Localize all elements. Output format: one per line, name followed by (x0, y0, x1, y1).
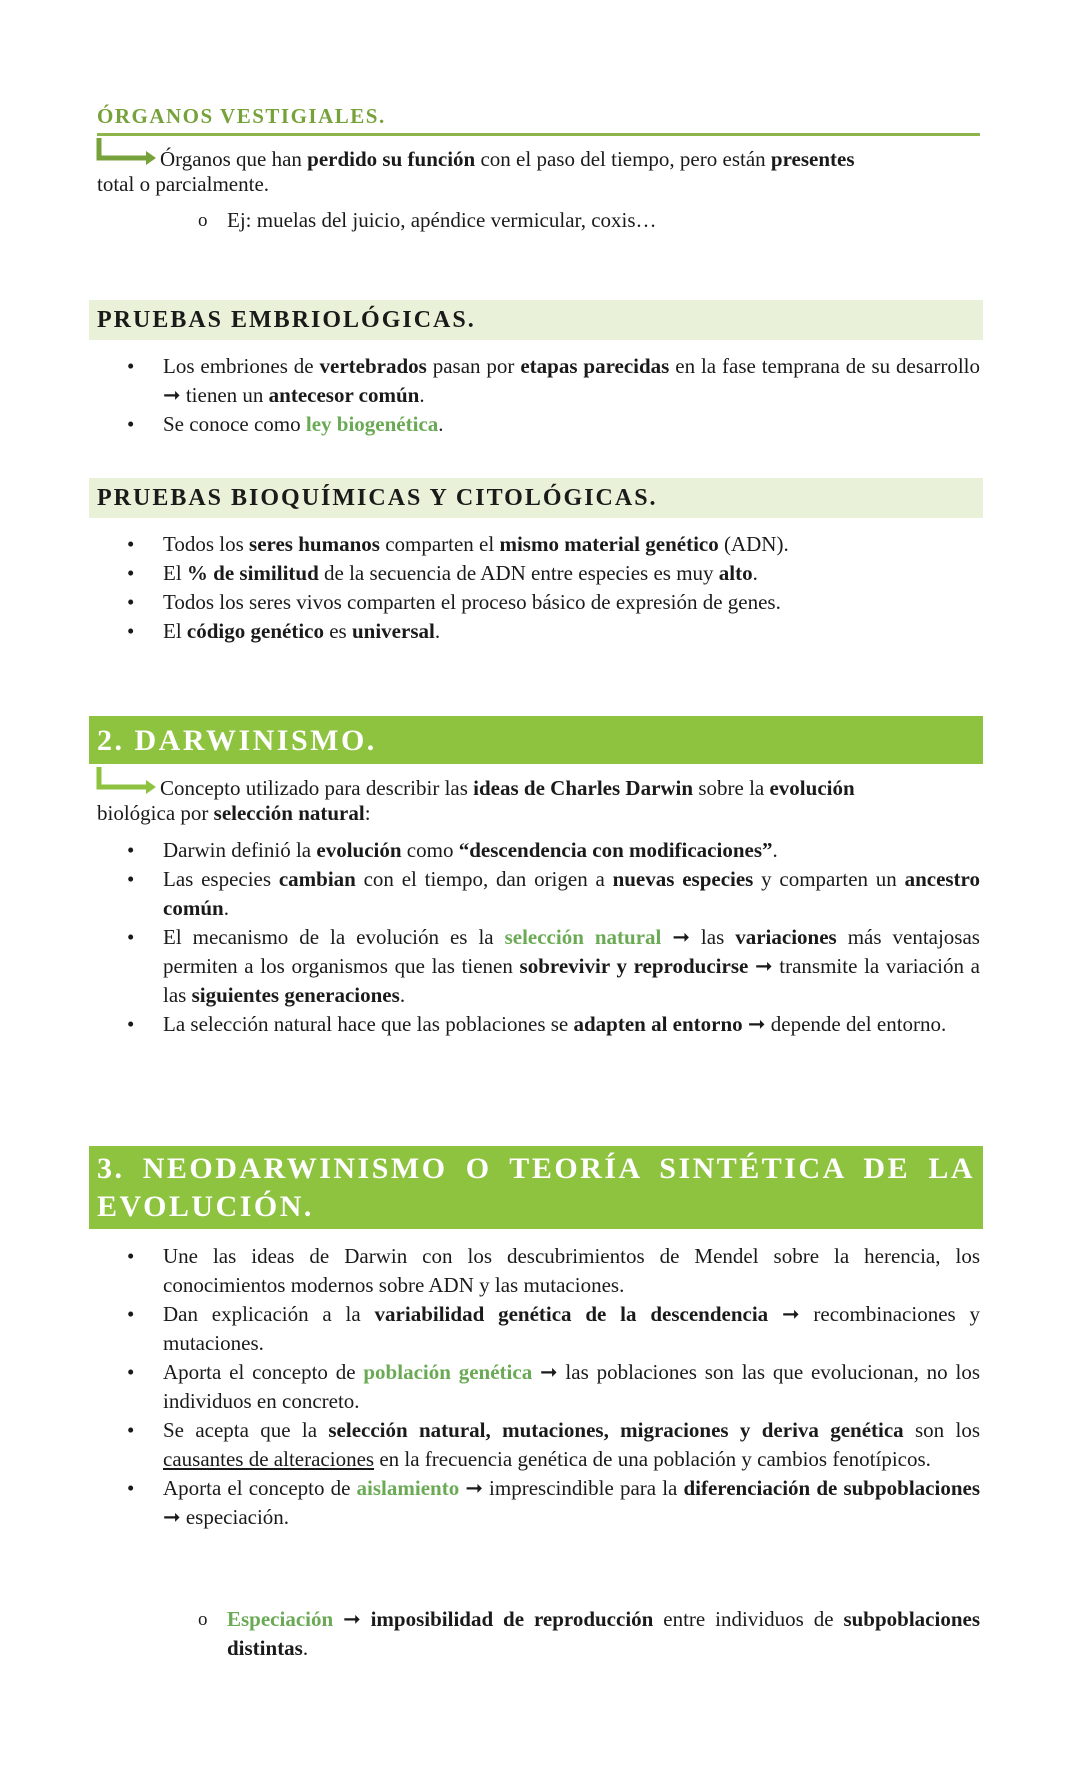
list-bioquimicas (97, 530, 980, 646)
band-darwinismo (89, 716, 983, 764)
heading-neodarwinismo: 3. NEODARWINISMO O TEORÍA SINTÉTICA DE LA EVOLUCIÓN. (97, 1152, 975, 1223)
list-item: • Los embriones de vertebrados pasan por etapas parecidas en la fase temprana de su desarrollo ➞ tienen un antecesor común. (97, 352, 980, 410)
list-item: • El mecanismo de la evolución es la selección natural ➞ las variaciones más ventajosas permiten a los organismos que las tienen sobrevivir y reproducirse ➞ transmite la variación a las siguientes generaciones. (97, 923, 980, 1010)
list-item: • La selección natural hace que las poblaciones se adapten al entorno ➞ depende del entorno. (97, 1010, 980, 1039)
heading-bioquimicas: PRUEBAS BIOQUÍMICAS Y CITOLÓGICAS. (97, 485, 658, 511)
band-embriologicas (89, 300, 983, 340)
list-item: • Todos los seres vivos comparten el proceso básico de expresión de genes. (97, 588, 980, 617)
heading-embriologicas: PRUEBAS EMBRIOLÓGICAS. (97, 307, 476, 333)
heading-darwinismo: 2. DARWINISMO. (97, 724, 377, 757)
list-item: • Aporta el concepto de población genética ➞ las poblaciones son las que evolucionan, no los individuos en concreto. (97, 1358, 980, 1416)
organos-example: o Ej: muelas del juicio, apéndice vermicular, coxis… (97, 206, 980, 235)
organos-paragraph: Órganos que han perdido su función con el paso del tiempo, pero están presentes total o parcialmente. (97, 147, 855, 196)
list-embriologicas (97, 352, 980, 439)
list-item: • Aporta el concepto de aislamiento ➞ imprescindible para la diferenciación de subpoblaciones ➞ especiación. (97, 1474, 980, 1532)
list-neodarwinismo (97, 1242, 980, 1532)
list-item: • Se conoce como ley biogenética. (97, 410, 980, 439)
list-item: • Dan explicación a la variabilidad genética de la descendencia ➞ recombinaciones y mutaciones. (97, 1300, 980, 1358)
list-item: • Se acepta que la selección natural, mutaciones, migraciones y deriva genética son los causantes de alteraciones en la frecuencia genética de una población y cambios fenotípicos. (97, 1416, 980, 1474)
list-item: • Darwin definió la evolución como “descendencia con modificaciones”. (97, 836, 980, 865)
heading-rule (97, 133, 980, 136)
list-item: • El % de similitud de la secuencia de ADN entre especies es muy alto. (97, 559, 980, 588)
neo-subitem: o Especiación ➞ imposibilidad de reproducción entre individuos de subpoblaciones distintas. (97, 1605, 980, 1663)
band-neodarwinismo (89, 1146, 983, 1229)
band-bioquimicas (89, 478, 983, 518)
list-item: • Une las ideas de Darwin con los descubrimientos de Mendel sobre la herencia, los conocimientos modernos sobre ADN y las mutaciones. (97, 1242, 980, 1300)
heading-organos: ÓRGANOS VESTIGIALES. (97, 104, 386, 128)
list-darwinismo (97, 836, 980, 1039)
darwin-paragraph: Concepto utilizado para describir las ideas de Charles Darwin sobre la evolución biológica por selección natural: (97, 776, 855, 825)
list-item: • Todos los seres humanos comparten el mismo material genético (ADN). (97, 530, 980, 559)
list-item: • El código genético es universal. (97, 617, 980, 646)
list-item: • Las especies cambian con el tiempo, dan origen a nuevas especies y comparten un ancestro común. (97, 865, 980, 923)
